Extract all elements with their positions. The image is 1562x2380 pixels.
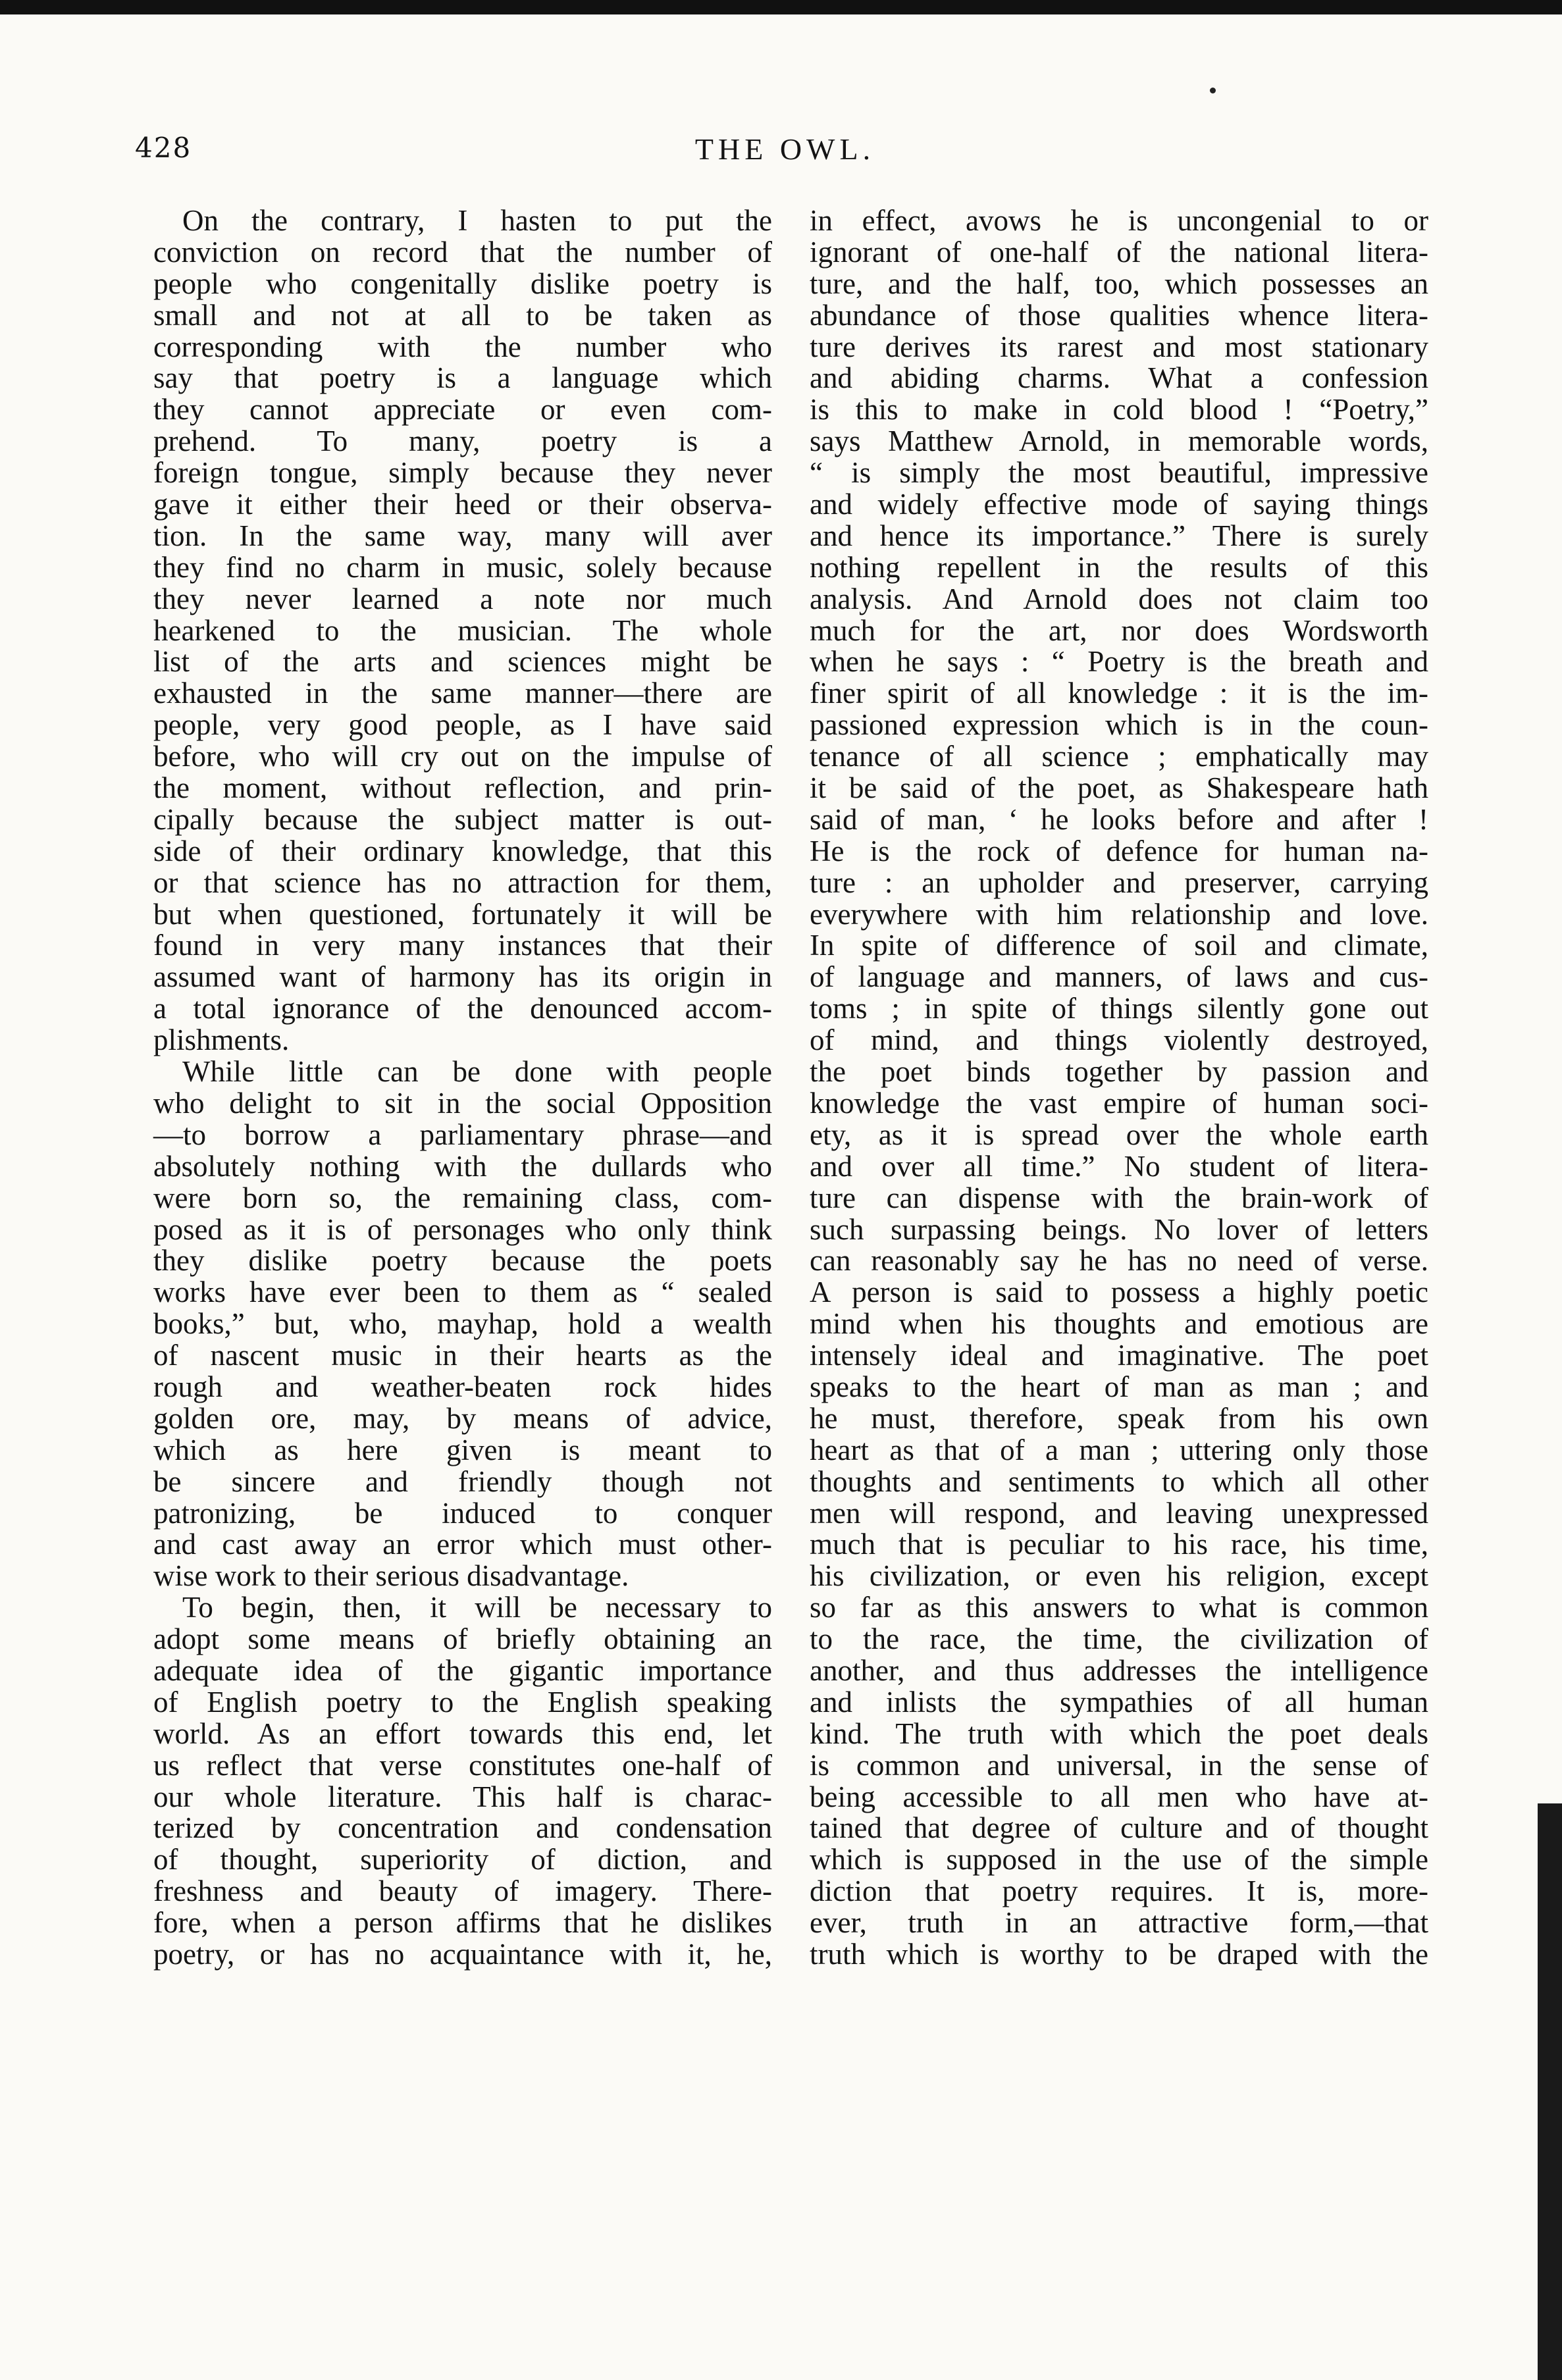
text-line: rough and weather-beaten rock hides	[153, 1370, 772, 1403]
text-line: to the race, the time, the civilization of	[810, 1622, 1428, 1656]
text-line: and widely effective mode of saying things	[810, 488, 1428, 521]
text-line: He is the rock of defence for human na-	[810, 834, 1428, 867]
text-line: much that is peculiar to his race, his time,	[810, 1528, 1428, 1561]
text-line: golden ore, may, by means of advice,	[153, 1401, 772, 1435]
text-line: In spite of difference of soil and climate,	[810, 929, 1428, 962]
text-line: A person is said to possess a highly poetic	[810, 1276, 1428, 1309]
text-line: of thought, superiority of diction, and	[153, 1843, 772, 1876]
text-line: patronizing, be induced to conquer	[153, 1496, 772, 1530]
text-line: which is supposed in the use of the simple	[810, 1843, 1428, 1876]
text-line: is this to make in cold blood ! “Poetry,”	[810, 393, 1428, 427]
text-line: be sincere and friendly though not	[153, 1464, 772, 1498]
text-line: before, who will cry out on the impulse of	[153, 740, 772, 773]
text-line: a total ignorance of the denounced accom-	[153, 992, 772, 1025]
text-line: knowledge the vast empire of human soci-	[810, 1086, 1428, 1120]
text-line: finer spirit of all knowledge : it is the im-	[810, 677, 1428, 710]
text-line: of English poetry to the English speaking	[153, 1685, 772, 1719]
text-line: speaks to the heart of man as man ; and	[810, 1370, 1428, 1403]
text-line: our whole literature. This half is charac-	[153, 1780, 772, 1813]
text-line: mind when his thoughts and emotious are	[810, 1307, 1428, 1341]
text-line: conviction on record that the number of	[153, 235, 772, 269]
text-line: adopt some means of briefly obtaining an	[153, 1622, 772, 1656]
text-line: “ is simply the most beautiful, impressive	[810, 456, 1428, 490]
text-line: when he says : “ Poetry is the breath and	[810, 645, 1428, 679]
text-line: adequate idea of the gigantic importance	[153, 1653, 772, 1687]
text-line: passioned expression which is in the coun-	[810, 708, 1428, 742]
text-line: small and not at all to be taken as	[153, 298, 772, 332]
text-line: his civilization, or even his religion, except	[810, 1559, 1428, 1593]
text-line: posed as it is of personages who only think	[153, 1212, 772, 1246]
text-line: much for the art, nor does Wordsworth	[810, 613, 1428, 647]
text-line: hearkened to the musician. The whole	[153, 613, 772, 647]
top-border-rule	[0, 0, 1562, 14]
text-line: analysis. And Arnold does not claim too	[810, 582, 1428, 615]
text-line: side of their ordinary knowledge, that this	[153, 834, 772, 867]
text-line: intensely ideal and imaginative. The poet	[810, 1339, 1428, 1372]
text-line: and cast away an error which must other-	[153, 1528, 772, 1561]
text-line: they dislike poetry because the poets	[153, 1244, 772, 1278]
text-line: says Matthew Arnold, in memorable words,	[810, 425, 1428, 458]
text-line: who delight to sit in the social Opposition	[153, 1086, 772, 1120]
text-line: To begin, then, it will be necessary to	[182, 1591, 772, 1624]
text-line: gave it either their heed or their observa-	[153, 488, 772, 521]
text-line: books,” but, who, mayhap, hold a wealth	[153, 1307, 772, 1341]
text-line: freshness and beauty of imagery. There-	[153, 1875, 772, 1908]
text-line: say that poetry is a language which	[153, 361, 772, 395]
text-line: While little can be done with people	[182, 1055, 772, 1089]
text-line: ture, and the half, too, which possesses an	[810, 267, 1428, 300]
text-line: thoughts and sentiments to which all other	[810, 1464, 1428, 1498]
text-line: —to borrow a parliamentary phrase—and	[153, 1118, 772, 1151]
text-line: of mind, and things violently destroyed,	[810, 1023, 1428, 1057]
text-line: plishments.	[153, 1023, 290, 1057]
text-line: is common and universal, in the sense of	[810, 1748, 1428, 1782]
text-line: of language and manners, of laws and cus-	[810, 960, 1428, 994]
text-line: they cannot appreciate or even com-	[153, 393, 772, 427]
text-line: the poet binds together by passion and	[810, 1055, 1428, 1089]
text-line: ture derives its rarest and most stationary	[810, 330, 1428, 363]
page-header	[135, 132, 1435, 171]
text-line: and abiding charms. What a confession	[810, 361, 1428, 395]
text-line: terized by concentration and condensation	[153, 1811, 772, 1845]
text-line: said of man, ‘ he looks before and after !	[810, 802, 1428, 836]
text-line: list of the arts and sciences might be	[153, 645, 772, 679]
text-line: kind. The truth with which the poet deals	[810, 1717, 1428, 1750]
text-line: works have ever been to them as “ sealed	[153, 1276, 772, 1309]
text-line: prehend. To many, poetry is a	[153, 425, 772, 458]
text-line: he must, therefore, speak from his own	[810, 1401, 1428, 1435]
text-line: corresponding with the number who	[153, 330, 772, 363]
text-line: people, very good people, as I have said	[153, 708, 772, 742]
text-line: but when questioned, fortunately it will be	[153, 897, 772, 931]
text-line: tained that degree of culture and of thought	[810, 1811, 1428, 1845]
text-line: foreign tongue, simply because they never	[153, 456, 772, 490]
text-line: and over all time.” No student of litera-	[810, 1149, 1428, 1183]
text-line: found in very many instances that their	[153, 929, 772, 962]
text-line: everywhere with him relationship and love.	[810, 897, 1428, 931]
text-line: can reasonably say he has no need of verse.	[810, 1244, 1428, 1278]
text-line: abundance of those qualities whence litera-	[810, 298, 1428, 332]
right-text-column	[810, 205, 1428, 1971]
text-line: world. As an effort towards this end, let	[153, 1717, 772, 1750]
text-line: they find no charm in music, solely because	[153, 550, 772, 584]
text-line: of nascent music in their hearts as the	[153, 1339, 772, 1372]
text-line: diction that poetry requires. It is, more-	[810, 1875, 1428, 1908]
text-line: absolutely nothing with the dullards who	[153, 1149, 772, 1183]
text-line: ignorant of one-half of the national litera-	[810, 235, 1428, 269]
page-edge-shadow	[1538, 1803, 1562, 2380]
text-line: tion. In the same way, many will aver	[153, 519, 772, 552]
text-line: they never learned a note nor much	[153, 582, 772, 615]
text-line: On the contrary, I hasten to put the	[182, 204, 772, 237]
text-line: ety, as it is spread over the whole earth	[810, 1118, 1428, 1151]
text-line: poetry, or has no acquaintance with it, he,	[153, 1937, 772, 1971]
text-line: so far as this answers to what is common	[810, 1591, 1428, 1624]
text-line: were born so, the remaining class, com-	[153, 1181, 772, 1214]
page-number: 428	[135, 132, 192, 164]
text-line: the moment, without reflection, and prin-	[153, 771, 772, 805]
ink-speck	[1210, 88, 1216, 93]
text-line: assumed want of harmony has its origin in	[153, 960, 772, 994]
text-line: men will respond, and leaving unexpressed	[810, 1496, 1428, 1530]
text-line: nothing repellent in the results of this	[810, 550, 1428, 584]
left-text-column	[153, 205, 772, 1971]
text-line: and inlists the sympathies of all human	[810, 1685, 1428, 1719]
running-title: THE OWL.	[694, 132, 875, 166]
text-line: cipally because the subject matter is out-	[153, 802, 772, 836]
text-line: ture : an upholder and preserver, carrying	[810, 866, 1428, 899]
text-line: in effect, avows he is uncongenial to or	[810, 204, 1428, 237]
text-line: heart as that of a man ; uttering only those	[810, 1433, 1428, 1466]
text-line: or that science has no attraction for them,	[153, 866, 772, 899]
text-line: such surpassing beings. No lover of letters	[810, 1212, 1428, 1246]
text-line: toms ; in spite of things silently gone out	[810, 992, 1428, 1025]
text-line: truth which is worthy to be draped with the	[810, 1937, 1428, 1971]
text-line: us reflect that verse constitutes one-half of	[153, 1748, 772, 1782]
text-line: tenance of all science ; emphatically may	[810, 740, 1428, 773]
text-line: it be said of the poet, as Shakespeare hath	[810, 771, 1428, 805]
text-line: another, and thus addresses the intelligence	[810, 1653, 1428, 1687]
text-line: exhausted in the same manner—there are	[153, 677, 772, 710]
text-line: which as here given is meant to	[153, 1433, 772, 1466]
text-line: being accessible to all men who have at-	[810, 1780, 1428, 1813]
text-line: people who congenitally dislike poetry is	[153, 267, 772, 300]
text-line: wise work to their serious disadvantage.	[153, 1559, 629, 1593]
text-line: fore, when a person affirms that he dislikes	[153, 1906, 772, 1940]
text-line: ture can dispense with the brain-work of	[810, 1181, 1428, 1214]
text-line: ever, truth in an attractive form,—that	[810, 1906, 1428, 1940]
text-line: and hence its importance.” There is surely	[810, 519, 1428, 552]
